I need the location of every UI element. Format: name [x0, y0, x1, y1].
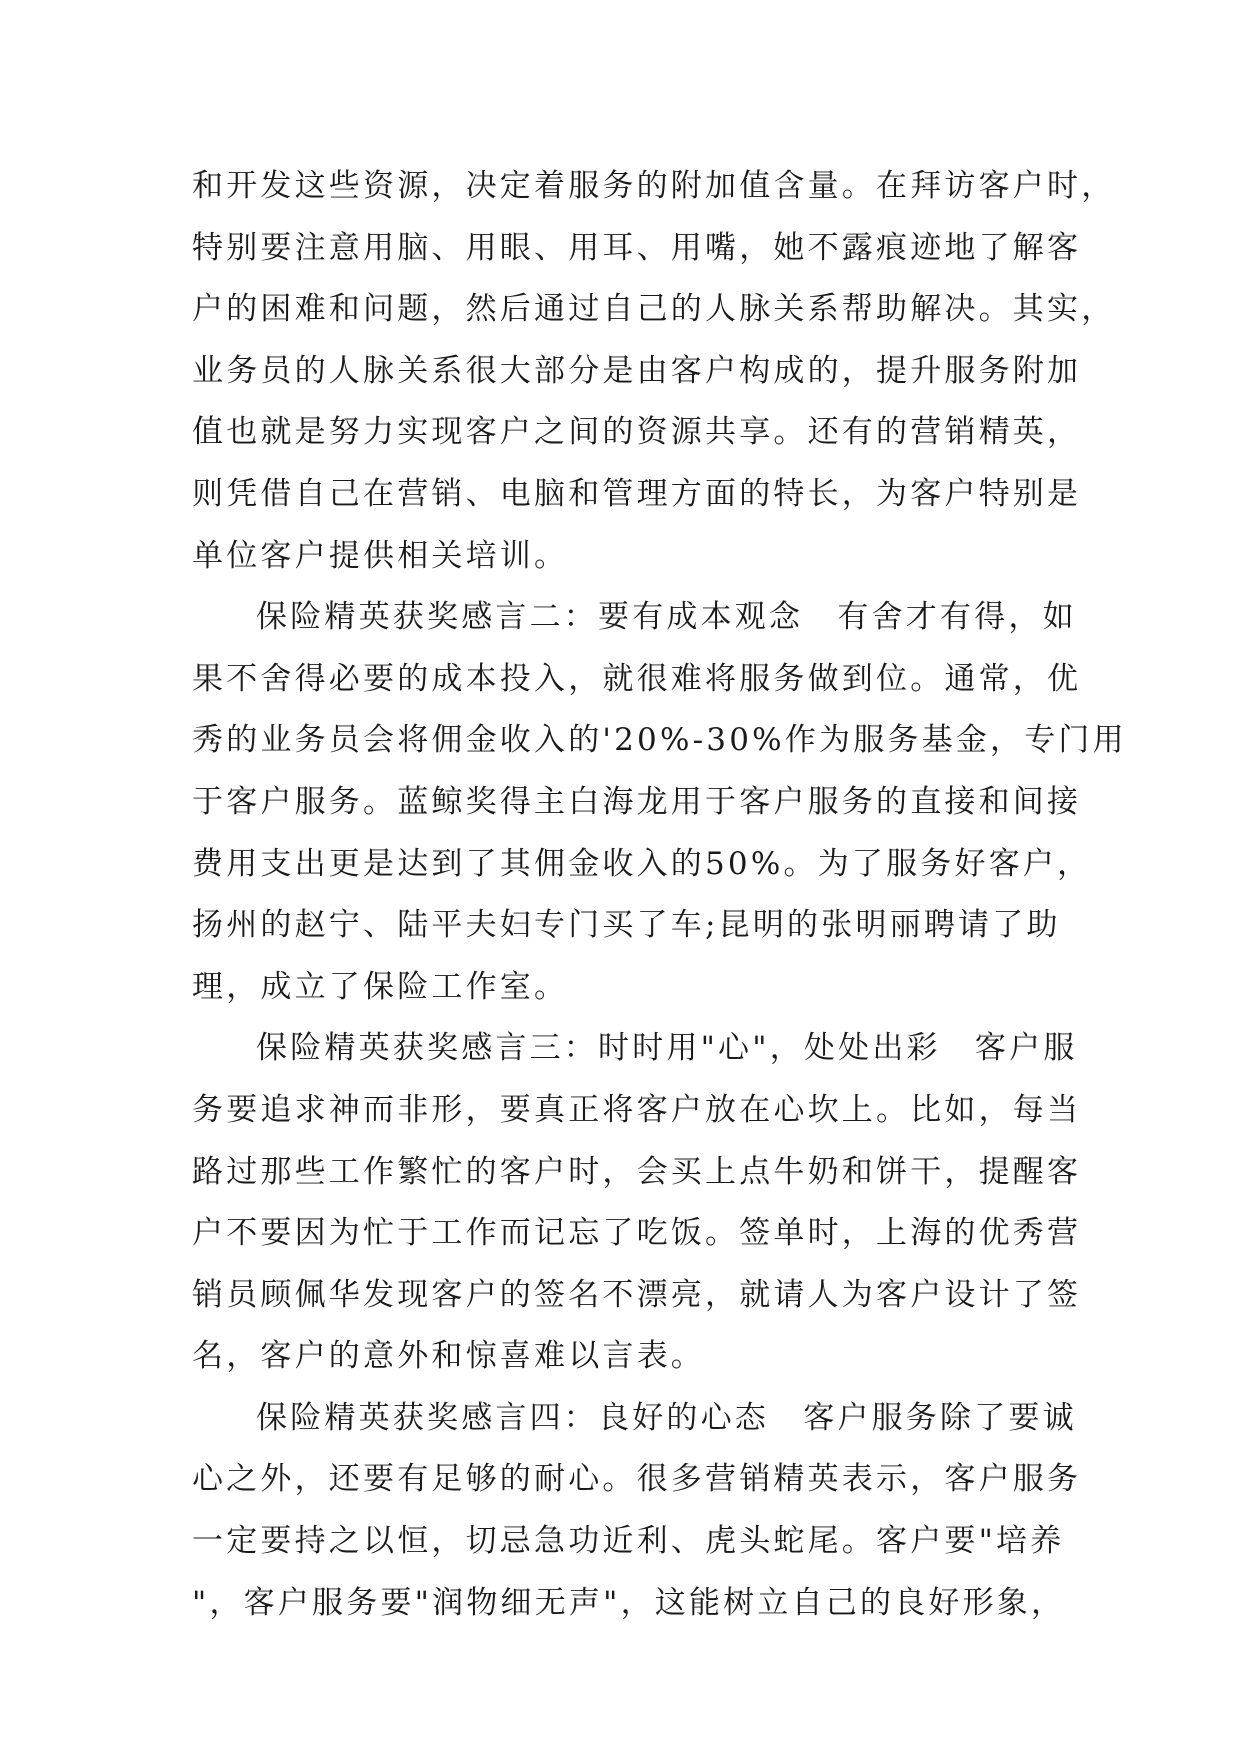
- text-line: "，客户服务要"润物细无声"，这能树立自己的良好形象，: [192, 1584, 1066, 1621]
- body-text: [192, 156, 1127, 1634]
- text-line: 值也就是努力实现客户之间的资源共享。还有的营销精英，: [192, 414, 1082, 451]
- text-line: 单位客户提供相关培训。: [192, 537, 569, 574]
- text-line: 果不舍得必要的成本投入，就很难将服务做到位。通常，优: [192, 660, 1082, 697]
- text-line: 务要追求神而非形，要真正将客户放在心坎上。比如，每当: [192, 1091, 1082, 1128]
- text-line: 名，客户的意外和惊喜难以言表。: [192, 1338, 705, 1375]
- text-line: 费用支出更是达到了其佣金收入的50%。为了服务好客户，: [192, 845, 1092, 882]
- text-line: 理，成立了保险工作室。: [192, 968, 569, 1005]
- text-line: 一定要持之以恒，切忌急功近利、虎头蛇尾。客户要"培养: [192, 1523, 1065, 1560]
- text-line: 路过那些工作繁忙的客户时，会买上点牛奶和饼干，提醒客: [192, 1153, 1082, 1190]
- text-line: 于客户服务。蓝鲸奖得主白海龙用于客户服务的直接和间接: [192, 783, 1082, 820]
- text-line: 户的困难和问题，然后通过自己的人脉关系帮助解决。其实，: [192, 291, 1116, 328]
- text-line: 则凭借自己在营销、电脑和管理方面的特长，为客户特别是: [192, 475, 1082, 512]
- text-line: 户不要因为忙于工作而记忘了吃饭。签单时，上海的优秀营: [192, 1215, 1082, 1252]
- text-line: 秀的业务员会将佣金收入的'20%-30%作为服务基金，专门用: [192, 722, 1127, 759]
- paragraph-heading-line: 保险精英获奖感言二：要有成本观念 有舍才有得，如: [256, 599, 1077, 636]
- text-line: 扬州的赵宁、陆平夫妇专门买了车;昆明的张明丽聘请了助: [192, 907, 1061, 944]
- paragraph-heading-line: 保险精英获奖感言四：良好的心态 客户服务除了要诚: [256, 1399, 1077, 1436]
- text-line: 和开发这些资源，决定着服务的附加值含量。在拜访客户时，: [192, 168, 1116, 204]
- text-line: 特别要注意用脑、用眼、用耳、用嘴，她不露痕迹地了解客: [192, 229, 1082, 266]
- text-line: 业务员的人脉关系很大部分是由客户构成的，提升服务附加: [192, 352, 1082, 389]
- text-line: 销员顾佩华发现客户的签名不漂亮，就请人为客户设计了签: [192, 1276, 1082, 1313]
- paragraph-heading-line: 保险精英获奖感言三：时时用"心"，处处出彩 客户服: [256, 1030, 1078, 1067]
- text-line: 心之外，还要有足够的耐心。很多营销精英表示，客户服务: [192, 1461, 1082, 1498]
